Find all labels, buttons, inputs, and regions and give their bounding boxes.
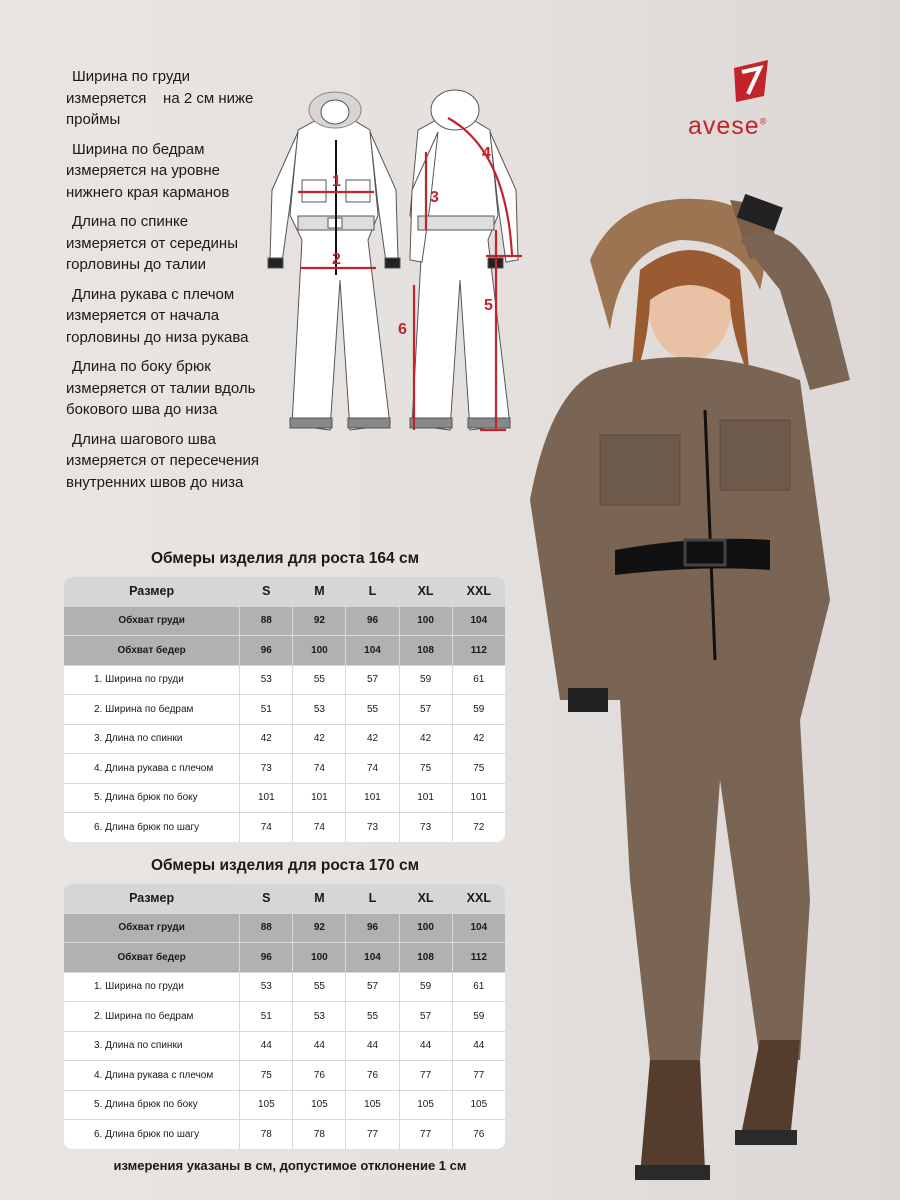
table-cell: 72 <box>473 821 485 833</box>
table-cell: 75 <box>453 754 505 784</box>
table-cell: 42 <box>400 725 453 755</box>
table-cell: 105 <box>453 1091 505 1121</box>
table-cell: 51 <box>240 695 293 725</box>
table-cell: 44 <box>293 1032 346 1062</box>
table-cell: 73 <box>400 813 453 842</box>
table-cell: 88 <box>240 607 293 637</box>
table-cell: 59 <box>400 666 453 696</box>
table-cell: 75 <box>240 1061 293 1091</box>
table-cell: 100 <box>293 636 346 666</box>
table-cell: 42 <box>453 725 505 755</box>
table-cell: 77 <box>346 1120 399 1149</box>
table-cell: 96 <box>346 607 399 637</box>
table-row <box>64 607 505 637</box>
table-cell: 61 <box>453 973 505 1003</box>
table-row <box>64 725 505 755</box>
table-row <box>64 1091 505 1121</box>
table-cell: 55 <box>293 973 346 1003</box>
table-cell: 108 <box>400 943 453 973</box>
table-cell: 101 <box>453 784 505 814</box>
table-cell: 100 <box>400 607 453 637</box>
table-row <box>64 784 505 814</box>
row-label: 5. Длина брюк по боку <box>64 1091 240 1121</box>
table-row <box>64 1061 505 1091</box>
row-label: 1. Ширина по груди <box>64 973 240 1003</box>
header-cell: XL <box>400 884 453 914</box>
table-cell: 55 <box>293 666 346 696</box>
table-row <box>64 813 505 842</box>
model-photo <box>500 180 900 1200</box>
table-cell: 78 <box>293 1120 346 1149</box>
header-cell: M <box>293 884 346 914</box>
note-title: Длина по спинке <box>72 213 189 230</box>
jumpsuit-diagram <box>250 80 530 440</box>
table-cell: 44 <box>240 1032 293 1062</box>
row-label: 3. Длина по спинки <box>64 1032 240 1062</box>
row-label: 6. Длина брюк по шагу <box>64 1120 240 1149</box>
table-row <box>64 1002 505 1032</box>
header-cell: Размер <box>64 884 240 914</box>
measurement-footnote: измерения указаны в см, допустимое отклонение 1 см <box>113 1158 467 1173</box>
note-text: измеряется на уровне <box>66 162 220 179</box>
table-cell: 53 <box>240 973 293 1003</box>
table-cell: 57 <box>400 695 453 725</box>
table-cell: 96 <box>240 636 293 666</box>
table-cell: 88 <box>240 914 293 944</box>
row-label: Обхват бедер <box>64 943 240 973</box>
table-title: Обмеры изделия для роста 170 см <box>150 857 420 874</box>
table-cell: 75 <box>400 754 453 784</box>
diagram-label: 4 <box>482 145 491 162</box>
table-cell: 44 <box>400 1032 453 1062</box>
table-cell: 104 <box>346 636 399 666</box>
table-row <box>64 973 505 1003</box>
note-text: бокового шва до низа <box>66 401 218 418</box>
note-text: измеряется на 2 см ниже <box>66 89 254 107</box>
table-cell: 112 <box>453 943 505 973</box>
note-text: внутренних швов до низа <box>66 473 244 491</box>
header-cell: XL <box>400 577 453 607</box>
note-text: измеряется от середины <box>66 234 238 252</box>
table-cell: 105 <box>240 1091 293 1121</box>
note-text: проймы <box>66 111 121 128</box>
note-title: Длина шагового шва <box>72 430 216 448</box>
table-cell: 57 <box>346 666 399 696</box>
table-cell: 104 <box>346 943 399 973</box>
table-row <box>64 666 505 696</box>
header-cell: Размер <box>64 577 240 607</box>
row-label: 4. Длина рукава с плечом <box>64 1061 240 1091</box>
header-cell: L <box>346 884 399 914</box>
row-label: 2. Ширина по бедрам <box>64 1002 240 1032</box>
table-cell: 44 <box>346 1032 399 1062</box>
header-cell: XXL <box>453 884 505 914</box>
table-header-row <box>64 577 505 607</box>
table-cell: 104 <box>453 914 505 944</box>
row-label: 3. Длина по спинки <box>64 725 240 755</box>
diagram-label: 1 <box>332 173 341 190</box>
table-cell: 53 <box>293 695 346 725</box>
row-label: 6. Длина брюк по шагу <box>64 813 240 842</box>
table-cell: 57 <box>400 1002 453 1032</box>
table-cell: 101 <box>346 784 399 814</box>
table-cell: 59 <box>400 973 453 1003</box>
table-cell: 77 <box>400 1120 453 1149</box>
row-label: Обхват бедер <box>64 636 240 666</box>
table-row <box>64 1120 505 1149</box>
table-cell: 101 <box>293 784 346 814</box>
note-text: горловины до низа рукава <box>66 328 249 346</box>
table-cell: 78 <box>240 1120 293 1149</box>
table-cell: 104 <box>453 607 505 637</box>
table-cell: 76 <box>293 1061 346 1091</box>
table-cell: 77 <box>400 1061 453 1091</box>
table-cell: 76 <box>473 1128 485 1140</box>
header-cell: S <box>240 577 293 607</box>
table-cell: 74 <box>293 813 346 842</box>
row-label: 5. Длина брюк по боку <box>64 784 240 814</box>
table-row <box>64 943 505 973</box>
table-cell: 92 <box>293 607 346 637</box>
table-cell: 73 <box>346 813 399 842</box>
row-label: Обхват груди <box>64 914 240 944</box>
size-table-170 <box>64 884 505 1149</box>
table-cell: 96 <box>240 943 293 973</box>
diagram-label: 6 <box>398 321 407 338</box>
header-cell: L <box>346 577 399 607</box>
header-cell: S <box>240 884 293 914</box>
note-text: измеряется от талии вдоль <box>66 379 256 397</box>
table-cell: 92 <box>293 914 346 944</box>
table-cell: 44 <box>453 1032 505 1062</box>
note-title: Ширина по бедрам <box>72 140 205 158</box>
table-cell: 100 <box>400 914 453 944</box>
table-row <box>64 914 505 944</box>
size-table-164 <box>64 577 505 842</box>
table-cell: 105 <box>400 1091 453 1121</box>
table-cell: 59 <box>453 695 505 725</box>
table-cell: 55 <box>346 1002 399 1032</box>
table-cell: 57 <box>346 973 399 1003</box>
note-text: измеряется от начала <box>66 307 220 324</box>
note-title: Ширина по груди <box>72 68 191 85</box>
table-cell: 42 <box>346 725 399 755</box>
table-cell: 74 <box>293 754 346 784</box>
table-cell: 74 <box>346 754 399 784</box>
table-title: Обмеры изделия для роста 164 см <box>150 550 420 567</box>
note-text: горловины до талии <box>66 256 206 273</box>
row-label: Обхват груди <box>64 607 240 637</box>
table-cell: 77 <box>453 1061 505 1091</box>
table-cell: 55 <box>346 695 399 725</box>
table-cell: 42 <box>293 725 346 755</box>
table-cell: 108 <box>400 636 453 666</box>
table-row <box>64 695 505 725</box>
table-cell: 53 <box>293 1002 346 1032</box>
table-cell: 101 <box>240 784 293 814</box>
table-cell: 42 <box>240 725 293 755</box>
note-text: нижнего края карманов <box>66 183 230 201</box>
header-cell: XXL <box>453 577 505 607</box>
table-cell: 112 <box>453 636 505 666</box>
table-row <box>64 636 505 666</box>
table-cell: 74 <box>240 813 293 842</box>
table-cell: 96 <box>346 914 399 944</box>
table-cell: 76 <box>346 1061 399 1091</box>
table-cell: 51 <box>240 1002 293 1032</box>
table-cell: 73 <box>240 754 293 784</box>
row-label: 1. Ширина по груди <box>64 666 240 696</box>
header-cell: M <box>293 577 346 607</box>
table-cell: 59 <box>453 1002 505 1032</box>
table-cell: 53 <box>240 666 293 696</box>
note-title: Длина по боку брюк <box>72 358 211 375</box>
diagram-label: 2 <box>332 251 341 268</box>
table-cell: 61 <box>453 666 505 696</box>
table-cell: 100 <box>293 943 346 973</box>
note-title: Длина рукава с плечом <box>72 285 235 303</box>
table-row <box>64 1032 505 1062</box>
diagram-label: 3 <box>430 189 439 206</box>
row-label: 2. Ширина по бедрам <box>64 695 240 725</box>
table-cell: 105 <box>293 1091 346 1121</box>
brand-wordmark: avese® <box>688 112 768 140</box>
table-header-row <box>64 884 505 914</box>
table-cell: 105 <box>346 1091 399 1121</box>
table-row <box>64 754 505 784</box>
row-label: 4. Длина рукава с плечом <box>64 754 240 784</box>
note-text: измеряется от пересечения <box>66 452 260 469</box>
diagram-label: 5 <box>484 297 493 314</box>
table-cell: 101 <box>400 784 453 814</box>
